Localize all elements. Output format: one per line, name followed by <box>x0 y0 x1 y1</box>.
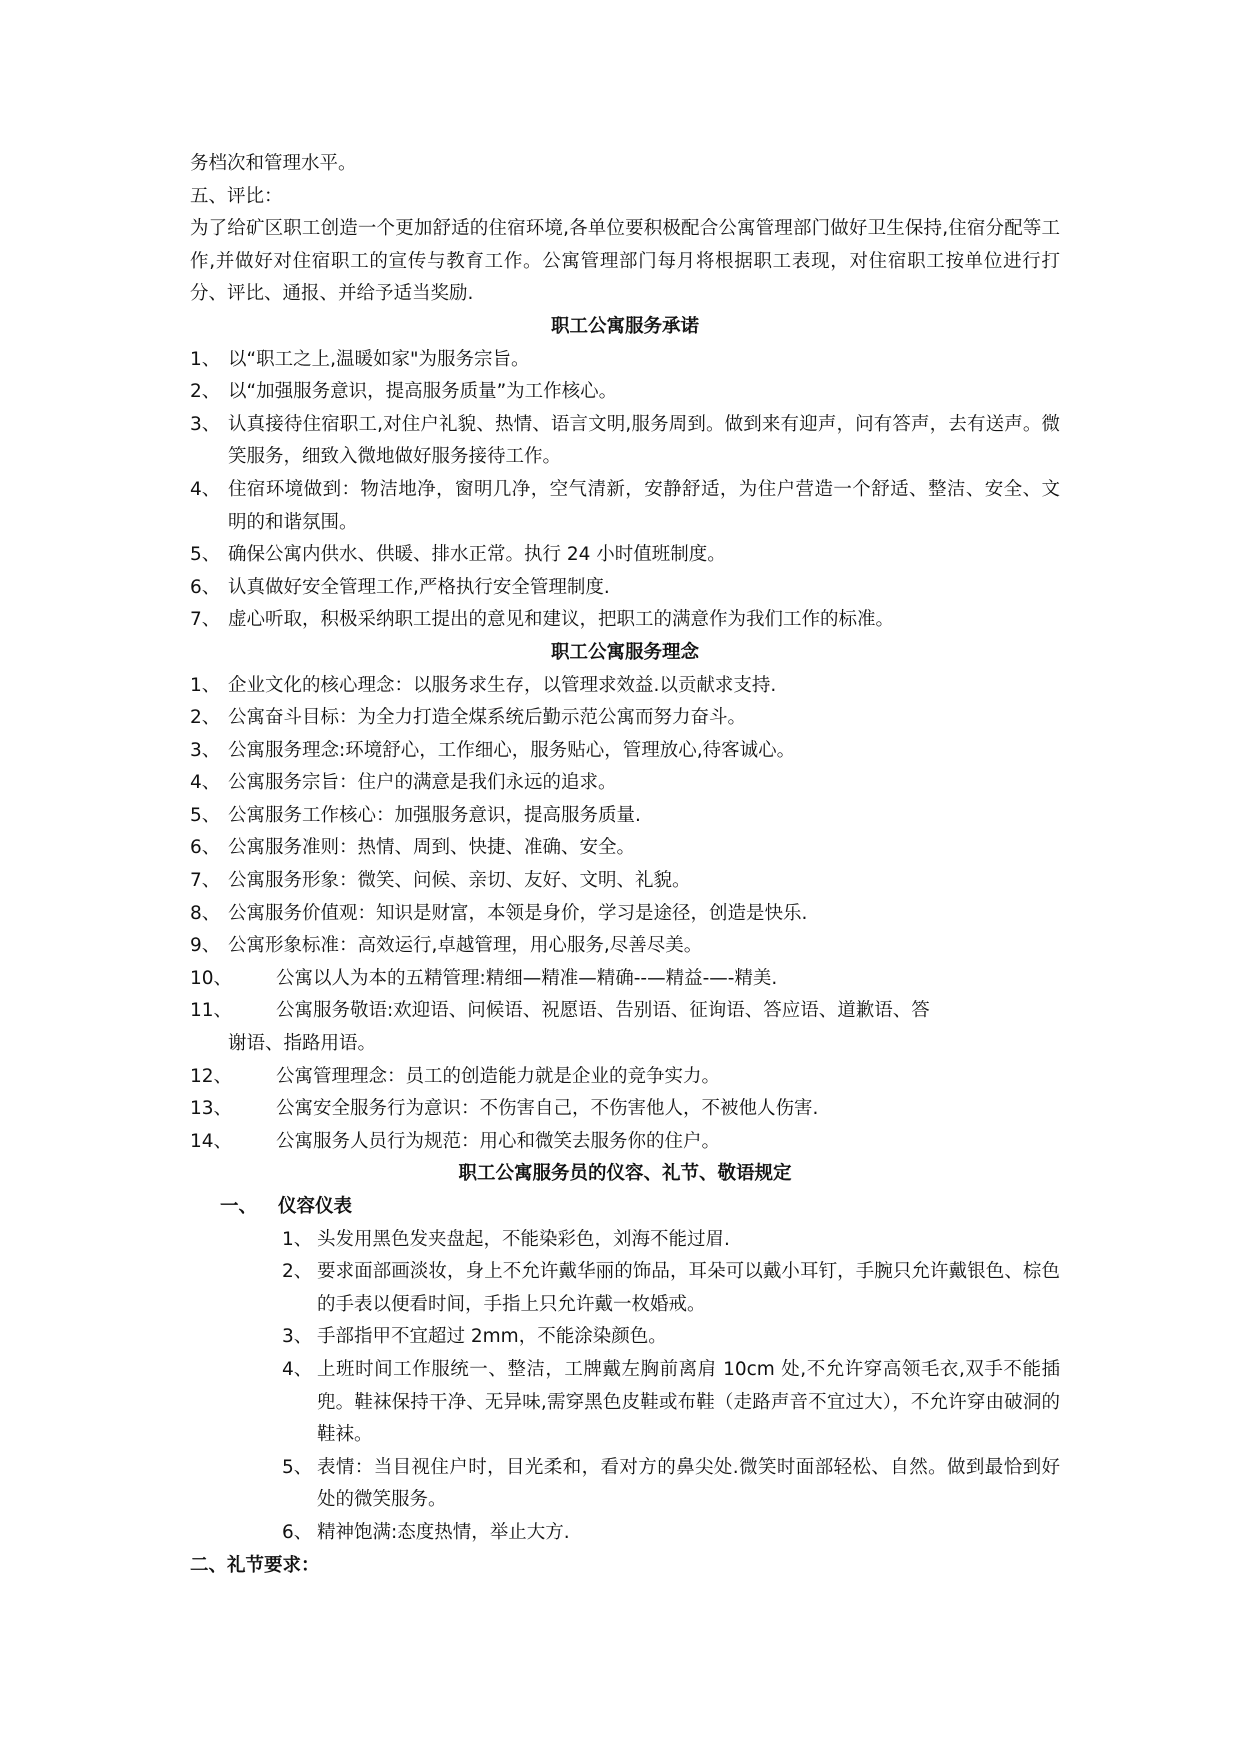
list-text: 头发用黑色发夹盘起，不能染彩色，刘海不能过眉. <box>317 1228 730 1250</box>
list-text: 公寓管理理念：员工的创造能力就是企业的竞争实力。 <box>276 1065 721 1087</box>
list-number: 3、 <box>190 739 221 761</box>
list-item <box>190 539 1060 572</box>
list-text: 住宿环境做到：物洁地净，窗明几净，空气清新，安静舒适，为住户营造一个舒适、整洁、安全、文明的和谐氛围。 <box>228 478 1060 533</box>
list-number: 4、 <box>190 478 221 500</box>
service-promise-list <box>190 344 1060 637</box>
list-item <box>190 376 1060 409</box>
list-item <box>282 1321 1060 1354</box>
list-text: 公寓形象标准：高效运行,卓越管理，用心服务,尽善尽美。 <box>228 935 703 957</box>
list-text: 公寓服务准则：热情、周到、快捷、准确、安全。 <box>228 837 636 859</box>
list-item <box>190 1093 1060 1126</box>
section-five-heading: 五、评比： <box>190 185 283 207</box>
list-item <box>190 702 1060 735</box>
subheading-number: 一、 <box>220 1196 258 1217</box>
list-item <box>282 1517 1060 1550</box>
list-number: 2、 <box>190 381 221 403</box>
list-item <box>282 1452 1060 1517</box>
list-text: 虚心听取，积极采纳职工提出的意见和建议，把职工的满意作为我们工作的标准。 <box>228 609 895 631</box>
list-text: 公寓以人为本的五精管理:精细—精准—精确--—精益-—-精美. <box>276 967 778 989</box>
service-promise-title: 职工公寓服务承诺 <box>550 315 699 337</box>
list-text: 企业文化的核心理念：以服务求生存，以管理求效益.以贡献求支持. <box>228 674 777 696</box>
list-item <box>190 865 1060 898</box>
list-text: 以“职工之上,温暖如家"为服务宗旨。 <box>228 348 530 370</box>
list-text: 公寓奋斗目标：为全力打造全煤系统后勤示范公寓而努力奋斗。 <box>228 707 747 729</box>
list-number: 7、 <box>190 609 221 631</box>
list-number: 12、 <box>190 1065 233 1087</box>
list-number: 1、 <box>190 348 221 370</box>
list-text: 要求面部画淡妆，身上不允许戴华丽的饰品，耳朵可以戴小耳钉，手腕只允许戴银色、棕色的手表以便看时间，手指上只允许戴一枚婚戒。 <box>317 1261 1060 1315</box>
list-item <box>190 572 1060 605</box>
list-number: 6、 <box>282 1521 313 1543</box>
list-item <box>190 1126 1060 1159</box>
list-text: 上班时间工作服统一、整洁，工牌戴左胸前离肩 10cm 处,不允许穿高领毛衣,双手不能插兜。鞋袜保持干净、无异味,需穿黑色皮鞋或布鞋（走路声音不宜过大），不允许穿由破洞的鞋袜。 <box>317 1358 1060 1446</box>
list-item <box>190 474 1060 539</box>
list-item <box>190 898 1060 931</box>
list-text: 公寓服务理念:环境舒心，工作细心，服务贴心，管理放心,待客诚心。 <box>228 739 796 761</box>
list-item <box>190 767 1060 800</box>
list-item-first-line <box>190 995 1060 1028</box>
list-text: 公寓安全服务行为意识：不伤害自己，不伤害他人，不被他人伤害. <box>276 1098 819 1120</box>
list-text: 公寓服务敬语:欢迎语、问候语、祝愿语、告别语、征询语、答应语、道歉语、答 <box>276 1000 930 1022</box>
courtesy-subheading: 二、礼节要求： <box>190 1554 320 1576</box>
list-number: 5、 <box>190 544 221 566</box>
list-text: 精神饱满:态度热情，举止大方. <box>317 1521 570 1543</box>
list-text: 公寓服务形象：微笑、问候、亲切、友好、文明、礼貌。 <box>228 870 691 892</box>
list-number: 4、 <box>190 772 221 794</box>
list-text: 公寓服务价值观：知识是财富，本领是身价，学习是途径，创造是快乐. <box>228 902 808 924</box>
list-text: 确保公寓内供水、供暖、排水正常。执行 24 小时值班制度。 <box>228 544 726 566</box>
list-item <box>190 832 1060 865</box>
list-text: 认真做好安全管理工作,严格执行安全管理制度. <box>228 576 610 598</box>
list-number: 2、 <box>282 1261 313 1283</box>
etiquette-title: 职工公寓服务员的仪容、礼节、敬语规定 <box>458 1163 792 1185</box>
list-item <box>190 344 1060 377</box>
list-item <box>190 409 1060 474</box>
list-item <box>190 995 1060 1060</box>
list-number: 8、 <box>190 902 221 924</box>
list-number: 2、 <box>190 707 221 729</box>
list-item <box>190 735 1060 768</box>
list-item <box>282 1224 1060 1257</box>
list-text-continued: 谢语、指路用语。 <box>228 1033 377 1055</box>
list-text: 公寓服务宗旨：住户的满意是我们永远的追求。 <box>228 772 617 794</box>
evaluation-paragraph: 为了给矿区职工创造一个更加舒适的住宿环境,各单位要积极配合公寓管理部门做好卫生保持,住宿分配等工作,并做好对住宿职工的宣传与教育工作。公寓管理部门每月将根据职工表现，对住宿职工按单位进行打分、评比、通报、并给予适当奖励. <box>190 218 1060 305</box>
list-text: 认真接待住宿职工,对住户礼貌、热情、语言文明,服务周到。做到来有迎声，问有答声，去有送声。微笑服务，细致入微地做好服务接待工作。 <box>228 413 1060 468</box>
list-number: 9、 <box>190 935 221 957</box>
list-number: 3、 <box>282 1326 313 1348</box>
list-number: 1、 <box>282 1228 313 1250</box>
list-number: 7、 <box>190 870 221 892</box>
appearance-subheading <box>190 1191 1060 1224</box>
service-concept-title: 职工公寓服务理念 <box>550 641 699 663</box>
list-number: 4、 <box>282 1358 313 1380</box>
list-item <box>190 930 1060 963</box>
service-concept-list <box>190 670 1060 1159</box>
intro-line: 务档次和管理水平。 <box>190 153 357 174</box>
list-text: 以“加强服务意识，提高服务质量”为工作核心。 <box>228 381 618 403</box>
list-text: 表情：当目视住户时，目光柔和，看对方的鼻尖处.微笑时面部轻松、自然。做到最恰到好处的微笑服务。 <box>317 1456 1060 1511</box>
list-number: 3、 <box>190 413 221 435</box>
list-number: 11、 <box>190 1000 233 1022</box>
list-item <box>190 1061 1060 1094</box>
list-number: 5、 <box>282 1456 313 1478</box>
list-text: 公寓服务人员行为规范：用心和微笑去服务你的住户。 <box>276 1130 721 1152</box>
list-number: 6、 <box>190 837 221 859</box>
list-item <box>190 800 1060 833</box>
list-item <box>190 604 1060 637</box>
list-number: 10、 <box>190 967 233 989</box>
list-text: 手部指甲不宜超过 2mm，不能涂染颜色。 <box>317 1326 667 1348</box>
subheading-label: 仪容仪表 <box>278 1196 353 1217</box>
list-number: 14、 <box>190 1130 233 1152</box>
list-number: 1、 <box>190 674 221 696</box>
document-page <box>190 148 1060 1582</box>
list-text: 公寓服务工作核心：加强服务意识，提高服务质量. <box>228 804 641 826</box>
list-item <box>282 1354 1060 1452</box>
list-item <box>282 1256 1060 1321</box>
list-number: 5、 <box>190 804 221 826</box>
list-item <box>190 670 1060 703</box>
list-item <box>190 963 1060 996</box>
appearance-list <box>190 1224 1060 1550</box>
list-number: 6、 <box>190 576 221 598</box>
list-number: 13、 <box>190 1098 233 1120</box>
